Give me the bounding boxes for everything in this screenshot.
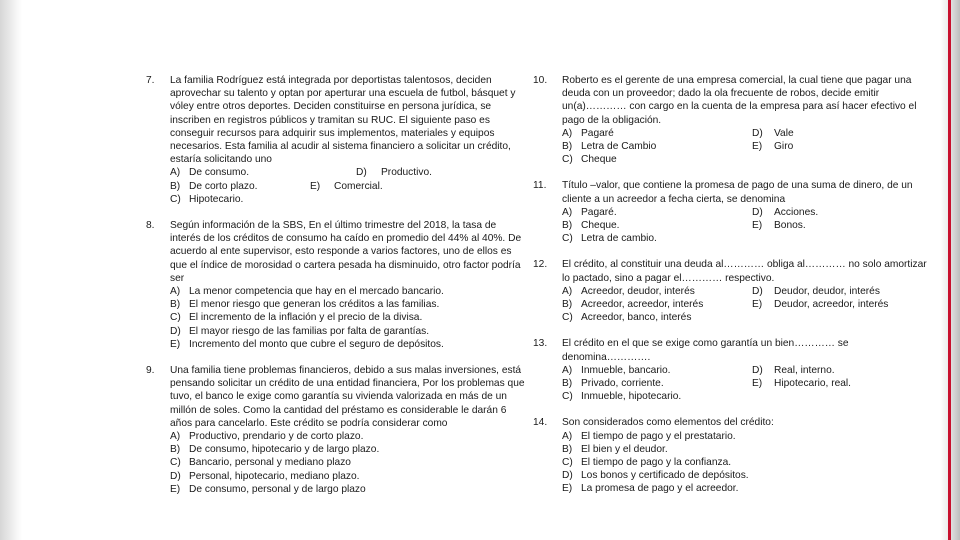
option-letter: A)	[170, 286, 181, 298]
option-text: Productivo, prendario y de corto plazo.	[189, 431, 364, 443]
option-text: Bonos.	[774, 220, 806, 232]
option-row	[562, 364, 933, 377]
option-letter: A)	[562, 364, 573, 376]
option-text: Personal, hipotecario, mediano plazo.	[189, 470, 360, 482]
question-12	[533, 258, 933, 324]
option	[170, 311, 528, 324]
option-text: Pagaré	[581, 127, 614, 139]
option-letter: B)	[170, 299, 181, 311]
option-text: De corto plazo.	[189, 180, 258, 192]
option-letter: B)	[170, 444, 181, 456]
option-letter: B)	[562, 299, 573, 311]
option	[170, 325, 528, 338]
option-letter: D)	[562, 470, 573, 482]
option-text: Acreedor, deudor, interés	[581, 285, 695, 297]
option	[562, 311, 933, 324]
option-text: La menor competencia que hay en el mercado bancario.	[189, 286, 444, 298]
option	[562, 430, 933, 443]
option-row	[562, 127, 933, 140]
option-row	[562, 298, 933, 311]
option-text: Deudor, acreedor, interés	[774, 299, 889, 311]
option-text: Deudor, deudor, interés	[774, 285, 880, 297]
option	[170, 483, 528, 496]
option	[562, 469, 933, 482]
question-number: 9.	[146, 365, 155, 377]
option-letter: D)	[752, 364, 763, 376]
option-row	[562, 206, 933, 219]
option	[562, 443, 933, 456]
question-stem: El crédito, al constituir una deuda al………… obliga al………… no solo amortizar lo pactado, sino a pagar el………… respectivo.	[562, 259, 927, 284]
option-letter: D)	[752, 206, 763, 218]
left-question-column	[146, 74, 528, 496]
option-text: Cheque.	[581, 220, 620, 232]
option-letter: B)	[562, 443, 573, 455]
option-text: Vale	[774, 127, 794, 139]
option-letter: C)	[170, 312, 181, 324]
option	[562, 482, 933, 495]
option	[170, 456, 528, 469]
option	[170, 298, 528, 311]
option-text: El menor riesgo que generan los créditos a las familias.	[189, 299, 440, 311]
option-text: Hipotecario, real.	[774, 378, 852, 390]
option-letter: A)	[170, 167, 181, 179]
question-stem: Roberto es el gerente de una empresa comercial, la cual tiene que pagar una deuda con un proveedor; dado la ola frecuente de robos, decide emitir un(a)………… con cargo en la cuenta de la empresa para así hacer efectivo el pago de la obligación.	[562, 75, 917, 126]
option-letter: A)	[562, 285, 573, 297]
question-11	[533, 179, 933, 245]
right-question-column	[533, 74, 933, 496]
option-text: El mayor riesgo de las familias por falta de garantías.	[189, 325, 430, 337]
question-number: 14.	[533, 417, 548, 429]
question-stem: Una familia tiene problemas financieros, debido a sus malas inversiones, está pensando solicitar un crédito de una entidad financiera, Por los problemas que tuvo, el banco le exige como garantía su vivienda valorizada en más de un millón de soles. Como la cantidad del préstamo es considerable le darán 6 años para cancelarlo. Este crédito se podría considerar como	[170, 365, 525, 429]
option-text: De consumo, hipotecario y de largo plazo.	[189, 444, 380, 456]
red-accent-bar	[948, 0, 951, 540]
option-text: Pagaré.	[581, 206, 617, 218]
option-letter: E)	[562, 483, 573, 495]
question-number: 7.	[146, 75, 155, 86]
option-letter: C)	[170, 457, 181, 469]
option-text: El bien y el deudor.	[581, 443, 668, 455]
question-number: 12.	[533, 259, 548, 271]
option-letter: B)	[562, 141, 573, 153]
option-letter: B)	[170, 180, 181, 192]
option-letter: A)	[562, 430, 573, 442]
option	[170, 285, 528, 298]
option-row	[562, 377, 933, 390]
option-text: Comercial.	[334, 180, 383, 192]
option-letter: C)	[562, 457, 573, 469]
option-letter: B)	[562, 220, 573, 232]
option-letter: E)	[752, 141, 763, 153]
question-13	[533, 337, 933, 403]
option	[562, 232, 933, 245]
option-text: Cheque	[581, 154, 617, 166]
option	[170, 430, 528, 443]
option-text: El incremento de la inflación y el precio de la divisa.	[189, 312, 423, 324]
option	[562, 153, 933, 166]
option-row	[562, 219, 933, 232]
option-letter: C)	[562, 233, 573, 245]
option-row	[562, 285, 933, 298]
option-text: El tiempo de pago y la confianza.	[581, 457, 732, 469]
option-letter: C)	[562, 391, 573, 403]
option-text: El tiempo de pago y el prestatario.	[581, 430, 736, 442]
option-text: Productivo.	[381, 167, 432, 179]
option-text: Privado, corriente.	[581, 378, 664, 390]
option	[562, 390, 933, 403]
option-row	[170, 180, 528, 193]
option	[170, 470, 528, 483]
option	[170, 443, 528, 456]
question-stem: Título –valor, que contiene la promesa de pago de una suma de dinero, de un cliente a un acreedor a fecha cierta, se denomina	[562, 180, 913, 205]
option-text: Bancario, personal y mediano plazo	[189, 457, 351, 469]
option-text: Acreedor, acreedor, interés	[581, 299, 704, 311]
question-stem: La familia Rodríguez está integrada por deportistas talentosos, deciden aprovechar su talento y optan por aperturar una escuela de futbol, básquet y vóley entre otros deportes. Deciden constituirse en persona jurídica, se inscriben en registros públicos y tramitan su RUC. El siguiente paso es conseguir recursos para adquirir sus implementos, materiales y equipos necesarios. Esta familia al acudir al sistema financiero a solicitar un crédito, estaría solicitando uno	[170, 75, 516, 166]
option	[170, 338, 528, 351]
option-letter: C)	[562, 154, 573, 166]
option-letter: E)	[752, 299, 763, 311]
question-14	[533, 416, 933, 495]
option-text: De consumo.	[189, 167, 250, 179]
option-letter: C)	[562, 312, 573, 324]
option	[170, 193, 528, 206]
question-number: 13.	[533, 338, 548, 350]
option-letter: A)	[170, 431, 181, 443]
question-10	[533, 74, 933, 166]
option-letter: E)	[752, 220, 763, 232]
option-text: Los bonos y certificado de depósitos.	[581, 470, 749, 482]
question-number: 8.	[146, 220, 155, 232]
option-text: Inmueble, hipotecario.	[581, 391, 682, 403]
option-letter: E)	[170, 338, 181, 350]
question-number: 11.	[533, 180, 547, 192]
question-9	[146, 364, 528, 496]
option	[562, 456, 933, 469]
option-text: Incremento del monto que cubre el seguro de depósitos.	[189, 338, 444, 350]
question-7	[146, 74, 528, 206]
option-letter: C)	[170, 193, 181, 205]
option-letter: E)	[752, 378, 763, 390]
option-row	[562, 140, 933, 153]
option-letter: D)	[752, 285, 763, 297]
option-letter: E)	[310, 180, 321, 192]
option-letter: D)	[752, 127, 763, 139]
option-text: Hipotecario.	[189, 193, 244, 205]
option-letter: D)	[356, 167, 367, 179]
option-text: La promesa de pago y el acreedor.	[581, 483, 739, 495]
option-letter: D)	[170, 470, 181, 482]
question-stem: Según información de la SBS, En el último trimestre del 2018, la tasa de interés de los créditos de consumo ha caído en promedio del 44% al 40%. De acuerdo al ente supervisor, esto responde a varios factores, uno de ellos es que el índice de morosidad o cartera pesada ha disminuido, otro factor podría ser	[170, 220, 522, 284]
option-letter: A)	[562, 127, 573, 139]
option-text: Giro	[774, 141, 794, 153]
option-text: Acreedor, banco, interés	[581, 312, 692, 324]
option-text: Letra de cambio.	[581, 233, 657, 245]
question-stem: Son considerados como elementos del crédito:	[562, 417, 774, 429]
option-text: Inmueble, bancario.	[581, 364, 671, 376]
question-number: 10.	[533, 75, 548, 86]
option-text: Real, interno.	[774, 364, 835, 376]
option-letter: A)	[562, 206, 573, 218]
option-row	[170, 166, 528, 179]
option-letter: D)	[170, 325, 181, 337]
option-text: De consumo, personal y de largo plazo	[189, 483, 366, 495]
option-text: Letra de Cambio	[581, 141, 657, 153]
question-8	[146, 219, 528, 351]
left-page-shadow	[0, 0, 22, 540]
option-text: Acciones.	[774, 206, 819, 218]
option-letter: B)	[562, 378, 573, 390]
option-letter: E)	[170, 483, 181, 495]
question-stem: El crédito en el que se exige como garantía un bien………… se denomina………….	[562, 338, 849, 363]
